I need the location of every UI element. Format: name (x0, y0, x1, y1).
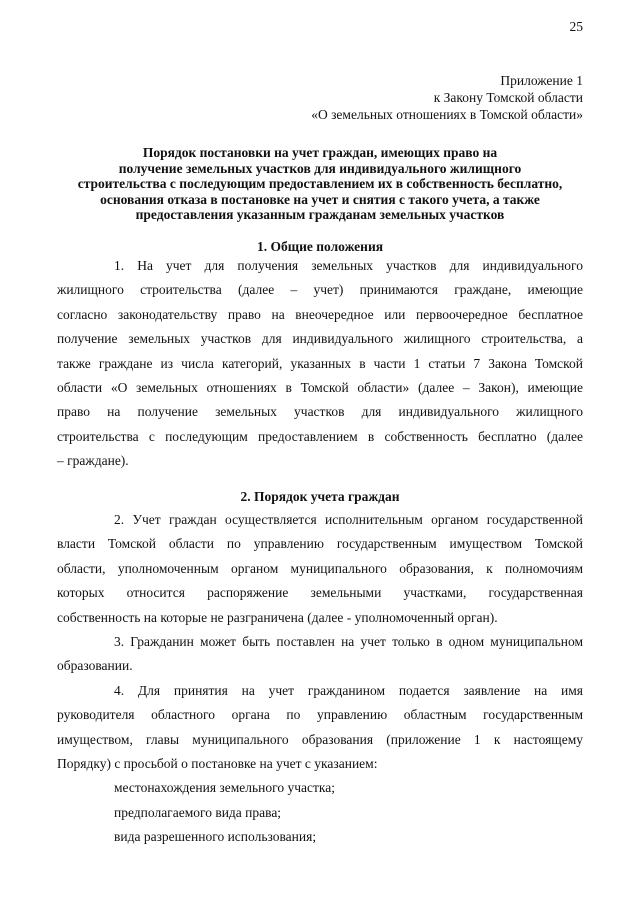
paragraph-line: жилищного строительства (далее – учет) принимаются граждане, имеющие (57, 282, 583, 298)
appendix-line: к Закону Томской области (433, 90, 583, 105)
paragraph-line: 4. Для принятия на учет гражданином подается заявление на имя (114, 682, 583, 698)
paragraph-line: строительства с последующим предоставлением в собственность бесплатно (далее (57, 428, 583, 444)
page-number: 25 (569, 19, 583, 34)
paragraph-line: области, уполномоченным органом муниципального образования, к полномочиям (57, 560, 583, 576)
paragraph-line: 2. Учет граждан осуществляется исполнительным органом государственной (114, 512, 583, 527)
paragraph-line: – граждане). (57, 453, 129, 469)
document-title (60, 145, 580, 223)
section-2-body (57, 508, 583, 849)
title-line: предоставления указанным гражданам земельных участков (135, 207, 505, 222)
paragraph-line: право на получение земельных участков для индивидуального жилищного (57, 404, 583, 420)
paragraph-line: руководителя областного органа по управлению областным государственным (57, 707, 583, 723)
paragraph-line: вида разрешенного использования; (114, 829, 317, 845)
section-1-body (57, 254, 583, 474)
paragraph-line: получение земельных участков для индивидуального жилищного строительства, а (57, 331, 583, 347)
appendix-reference (163, 72, 583, 123)
paragraph-line: 1. На учет для получения земельных участков для индивидуального (114, 258, 583, 273)
paragraph-line: области «О земельных отношениях в Томской области» (далее – Закон), имеющие (57, 379, 583, 395)
paragraph-line: собственность на которые не разграничена (далее - уполномоченный орган). (57, 609, 498, 625)
title-line: Порядок постановки на учет граждан, имеющих право на (142, 145, 498, 160)
paragraph-line: предполагаемого вида права; (114, 804, 282, 820)
section-1-heading: 1. Общие положения (256, 239, 384, 254)
paragraph-line: местонахождения земельного участка; (114, 780, 335, 796)
title-line: основания отказа в постановке на учет и снятия с такого учета, а также (100, 191, 540, 207)
paragraph-line: 3. Гражданин может быть поставлен на учет только в одном муниципальном (114, 633, 583, 649)
paragraph-line: образовании. (57, 658, 133, 674)
title-line: получение земельных участков для индивидуального жилищного (118, 160, 522, 176)
paragraph-line: согласно законодательству право на внеочередное или первоочередное бесплатное (57, 306, 583, 322)
paragraph-line: власти Томской области по управлению государственным имуществом Томской (57, 536, 583, 552)
section-2-heading: 2. Порядок учета граждан (240, 489, 400, 504)
appendix-line: «О земельных отношениях в Томской области» (311, 107, 583, 122)
paragraph-line: также граждане из числа категорий, указанных в части 1 статьи 7 Закона Томской (57, 355, 583, 371)
paragraph-line: Порядку) с просьбой о постановке на учет с указанием: (57, 755, 378, 771)
title-line: строительства с последующим предоставлением их в собственность бесплатно, (77, 176, 563, 191)
paragraph-line: которых относится распоряжение земельными участками, государственная (57, 585, 583, 601)
paragraph-line: имуществом, главы муниципального образования (приложение 1 к настоящему (57, 731, 583, 747)
appendix-line: Приложение 1 (500, 73, 583, 88)
